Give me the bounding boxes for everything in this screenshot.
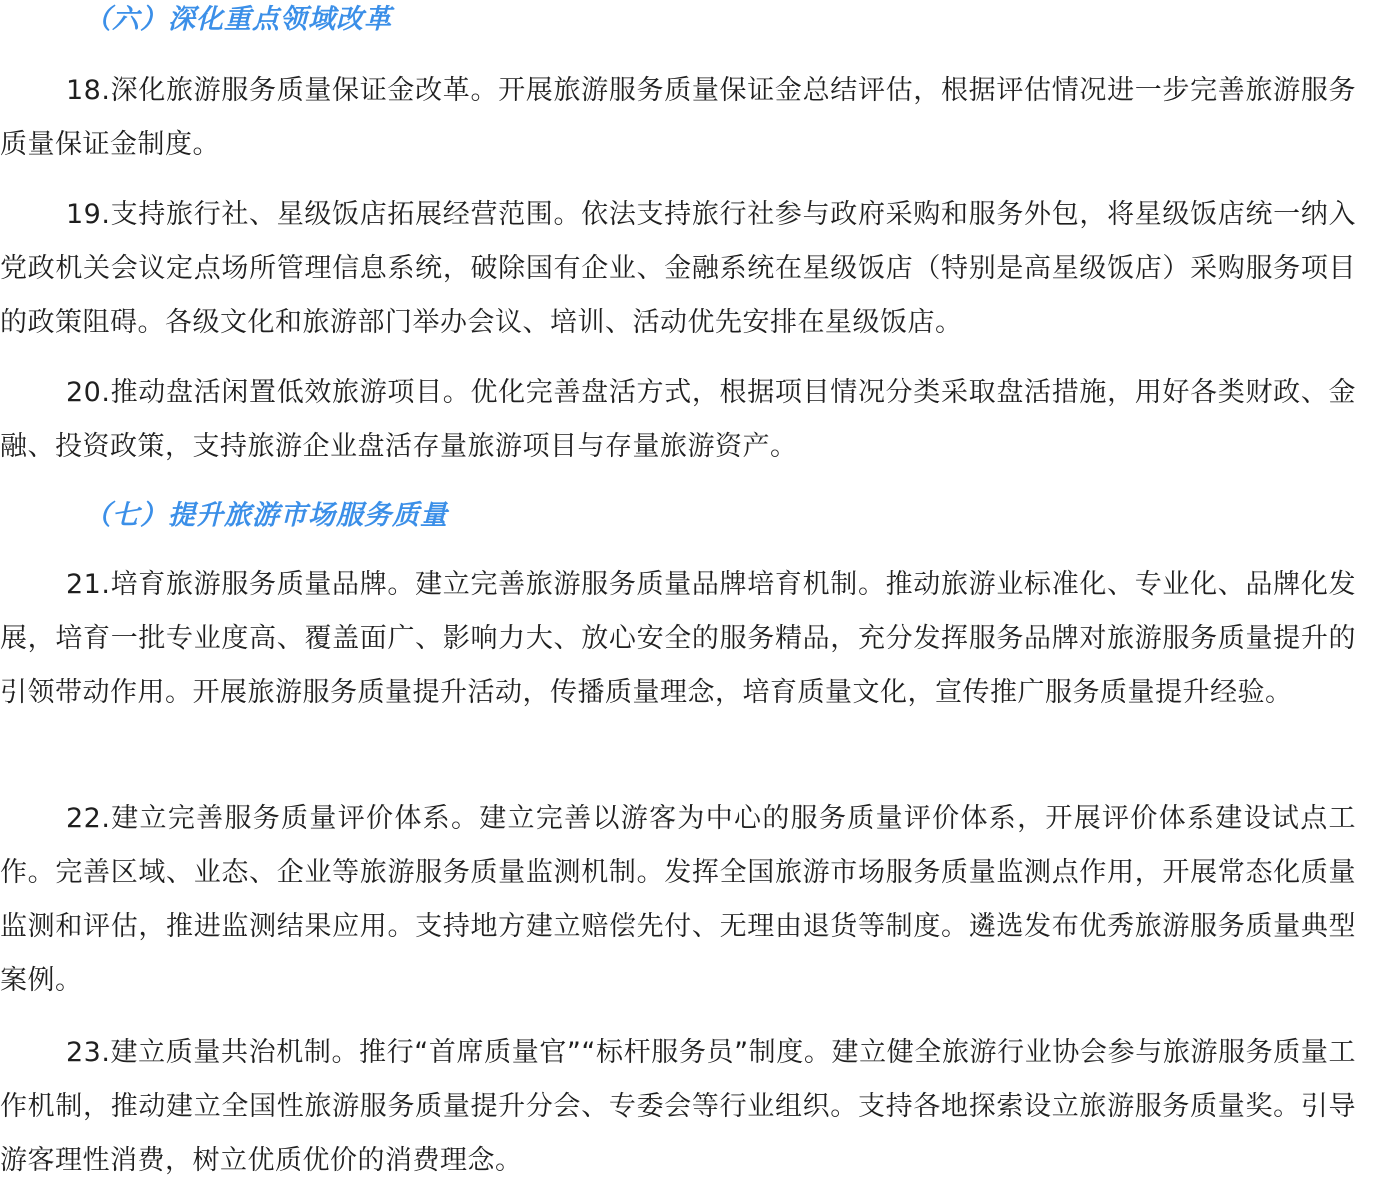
section-heading-7: （七）提升旅游市场服务质量	[84, 500, 448, 531]
paragraph-23: 23.建立质量共治机制。推行“首席质量官”“标杆服务员”制度。建立健全旅游行业协会参与旅游服务质量工作机制，推动建立全国性旅游服务质量提升分会、专委会等行业组织。支持各地探索设立旅游服务质量奖。引导游客理性消费，树立优质优价的消费理念。	[0, 1037, 1356, 1176]
paragraph-21: 21.培育旅游服务质量品牌。建立完善旅游服务质量品牌培育机制。推动旅游业标准化、专业化、品牌化发展，培育一批专业度高、覆盖面广、影响力大、放心安全的服务精品，充分发挥服务品牌对旅游服务质量提升的引领带动作用。开展旅游服务质量提升活动，传播质量理念，培育质量文化，宣传推广服务质量提升经验。	[0, 569, 1356, 708]
paragraph-20: 20.推动盘活闲置低效旅游项目。优化完善盘活方式，根据项目情况分类采取盘活措施，用好各类财政、金融、投资政策，支持旅游企业盘活存量旅游项目与存量旅游资产。	[0, 377, 1356, 462]
paragraph-19: 19.支持旅行社、星级饭店拓展经营范围。依法支持旅行社参与政府采购和服务外包，将星级饭店统一纳入党政机关会议定点场所管理信息系统，破除国有企业、金融系统在星级饭店（特别是高星级饭店）采购服务项目的政策阻碍。各级文化和旅游部门举办会议、培训、活动优先安排在星级饭店。	[0, 199, 1356, 338]
paragraph-18: 18.深化旅游服务质量保证金改革。开展旅游服务质量保证金总结评估，根据评估情况进一步完善旅游服务质量保证金制度。	[0, 75, 1356, 160]
section-heading-6: （六）深化重点领域改革	[84, 4, 392, 35]
paragraph-22: 22.建立完善服务质量评价体系。建立完善以游客为中心的服务质量评价体系，开展评价体系建设试点工作。完善区域、业态、企业等旅游服务质量监测机制。发挥全国旅游市场服务质量监测点作用，开展常态化质量监测和评估，推进监测结果应用。支持地方建立赔偿先付、无理由退货等制度。遴选发布优秀旅游服务质量典型案例。	[0, 803, 1356, 996]
